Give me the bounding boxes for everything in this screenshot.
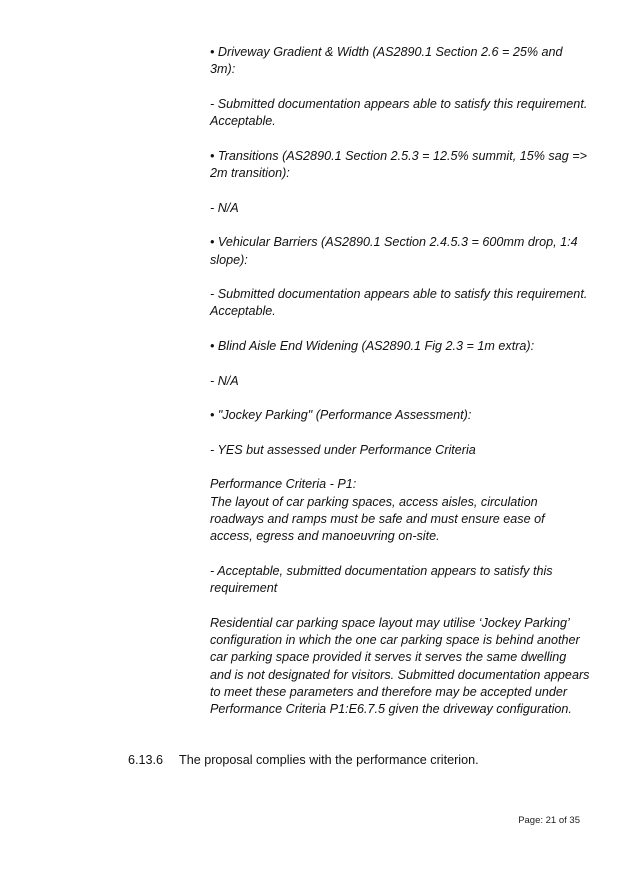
blind-aisle-item: • Blind Aisle End Widening (AS2890.1 Fig 2.3 = 1m extra):	[210, 339, 535, 354]
vehicular-barriers-item: • Vehicular Barriers (AS2890.1 Section 2.4.5.3 = 600mm drop, 1:4 slope):	[210, 235, 578, 267]
clause-text: The proposal complies with the performance criterion.	[179, 753, 479, 767]
residential-parking-text: Residential car parking space layout may utilise ‘Jockey Parking’ configuration in which the one car parking space is behind another car parking space provided it serves it serves the same dwelling and is not designated for visitors. Submitted documentation appears to meet these parameters and therefore may be accepted under Performance Criteria P1:E6.7.5 given the driveway configuration.	[210, 615, 590, 717]
page-number: Page: 21 of 35	[518, 815, 580, 826]
assessment-body	[210, 44, 590, 736]
blind-aisle-response: - N/A	[210, 373, 239, 388]
transitions-item: • Transitions (AS2890.1 Section 2.5.3 = 12.5% summit, 15% sag => 2m transition):	[210, 148, 587, 181]
driveway-gradient-response: - Submitted documentation appears able to satisfy this requirement. Acceptable.	[210, 96, 588, 129]
clause-number: 6.13.6	[128, 753, 164, 767]
driveway-gradient-item: • Driveway Gradient & Width (AS2890.1 Section 2.6 = 25% and 3m):	[210, 45, 563, 77]
criteria-heading: Performance Criteria - P1:	[210, 477, 357, 492]
jockey-parking-item: • "Jockey Parking" (Performance Assessment):	[210, 408, 472, 423]
vehicular-barriers-response: - Submitted documentation appears able to satisfy this requirement. Acceptable.	[210, 287, 588, 319]
clause-row	[128, 752, 479, 769]
transitions-response: - N/A	[210, 200, 239, 215]
acceptable-response: - Acceptable, submitted documentation appears to satisfy this requirement	[210, 563, 553, 596]
criteria-text: The layout of car parking spaces, access aisles, circulation roadways and ramps must be safe and must ensure ease of access, egress and manoeuvring on-site.	[210, 494, 545, 544]
jockey-parking-response: - YES but assessed under Performance Criteria	[210, 442, 476, 457]
